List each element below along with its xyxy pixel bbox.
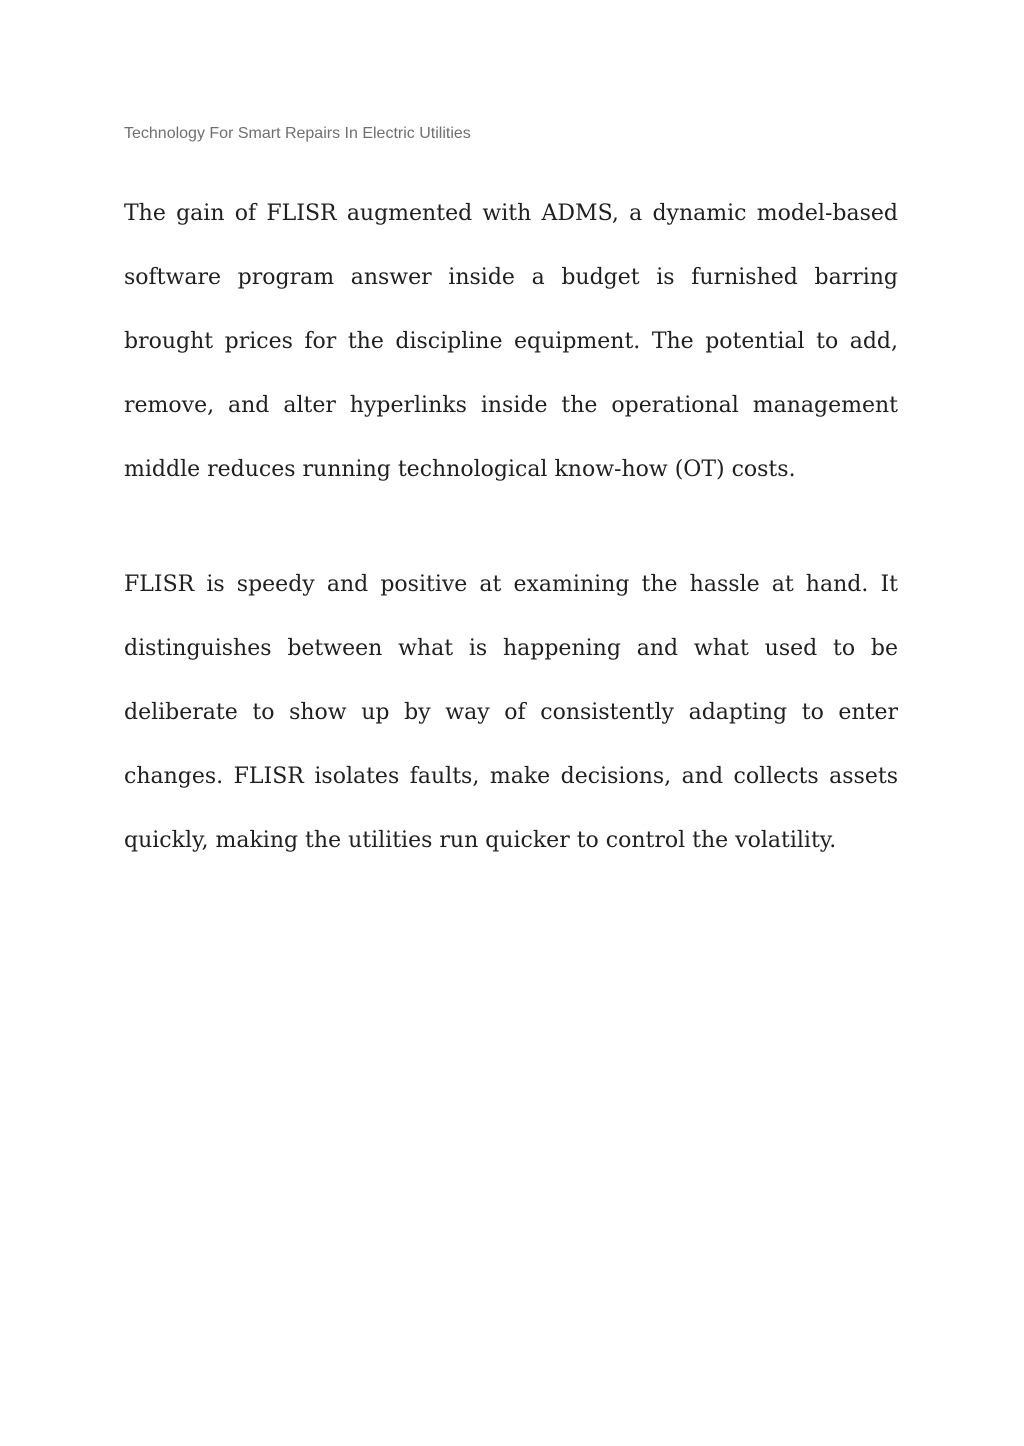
paragraph-2: FLISR is speedy and positive at examining the hassle at hand. It distinguishes between what is happening and what used to be deliberate to show up by way of consistently adapting to enter changes. FLISR isolates faults, make decisions, and collects assets quickly, making the utilities run quicker to control the volatility.: [124, 572, 898, 853]
page-header: Technology For Smart Repairs In Electric Utilities: [124, 125, 471, 142]
paragraph-1: The gain of FLISR augmented with ADMS, a dynamic model-based software program answer inside a budget is furnished barring brought prices for the discipline equipment. The potential to add, remove, and alter hyperlinks inside the operational management middle reduces running technological know-how (OT) costs.: [124, 201, 898, 482]
